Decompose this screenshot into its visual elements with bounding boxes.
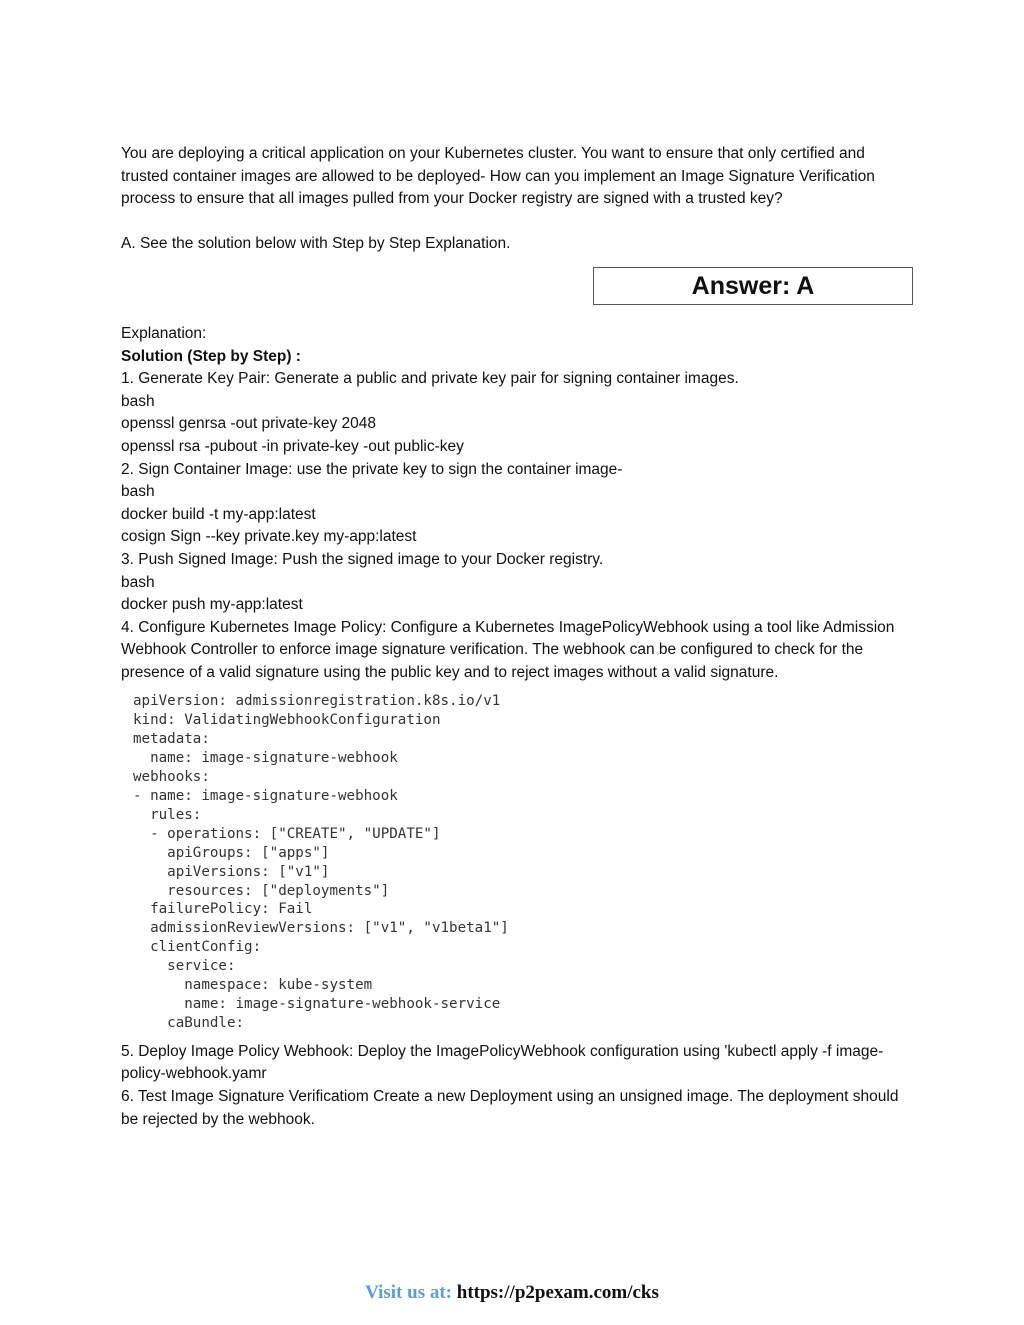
step-1: 1. Generate Key Pair: Generate a public and private key pair for signing container images. xyxy=(121,370,739,388)
solution-heading: Solution (Step by Step) : xyxy=(121,347,301,365)
footer xyxy=(0,1282,1024,1304)
step-2-command-2: cosign Sign --key private.key my-app:latest xyxy=(121,528,417,546)
step-3-command-1: docker push my-app:latest xyxy=(121,596,303,614)
step-1-command-2: openssl rsa -pubout -in private-key -out public-key xyxy=(121,437,464,455)
step-3-lang: bash xyxy=(121,573,155,591)
footer-url[interactable]: https://p2pexam.com/cks xyxy=(456,1282,659,1303)
step-2: 2. Sign Container Image: use the private key to sign the container image- xyxy=(121,460,623,478)
answer-row xyxy=(121,267,913,323)
yaml-code-block: apiVersion: admissionregistration.k8s.io/v1 kind: ValidatingWebhookConfiguration metadata: name: image-signature-webhook webhooks: - name: image-signature-webhook rules: - operations: ["CREATE", "UPDATE"] apiGroups: ["apps"] apiVersions: ["v1"] resources: ["deployments"] failurePolicy: Fail admissionReviewVersions: ["v1", "v1beta1"] clientConfig: service: namespace: kube-system name: image-signature-webhook-service caBundle: xyxy=(133,693,509,1031)
question-text: You are deploying a critical application on your Kubernetes cluster. You want to ensure that only certified and trusted container images are allowed to be deployed- How can you implement an Image Signature Verification process to ensure that all images pulled from your Docker registry are signed with a trusted key? xyxy=(121,145,875,208)
explanation-label: Explanation: xyxy=(121,324,207,342)
step-6: 6. Test Image Signature Verificatiom Create a new Deployment using an unsigned image. The deployment should be rejected by the webhook. xyxy=(121,1087,899,1128)
step-1-lang: bash xyxy=(121,392,155,410)
answer-box: Answer: A xyxy=(593,267,913,305)
step-2-command-1: docker build -t my-app:latest xyxy=(121,505,316,523)
step-3: 3. Push Signed Image: Push the signed image to your Docker registry. xyxy=(121,550,604,568)
option-a: A. See the solution below with Step by Step Explanation. xyxy=(121,235,511,253)
step-1-command-1: openssl genrsa -out private-key 2048 xyxy=(121,415,377,433)
spacer xyxy=(121,211,913,234)
document-body xyxy=(121,143,913,1131)
step-5: 5. Deploy Image Policy Webhook: Deploy the ImagePolicyWebhook configuration using 'kubectl apply -f image-policy-webhook.yamr xyxy=(121,1042,884,1083)
step-2-lang: bash xyxy=(121,483,155,501)
step-4: 4. Configure Kubernetes Image Policy: Configure a Kubernetes ImagePolicyWebhook using a tool like Admission Webhook Controller to enforce image signature verification. The webhook can be configured to check for the presence of a valid signature using the public key and to reject images without a valid signature. xyxy=(121,618,895,681)
footer-label: Visit us at: xyxy=(365,1282,452,1303)
